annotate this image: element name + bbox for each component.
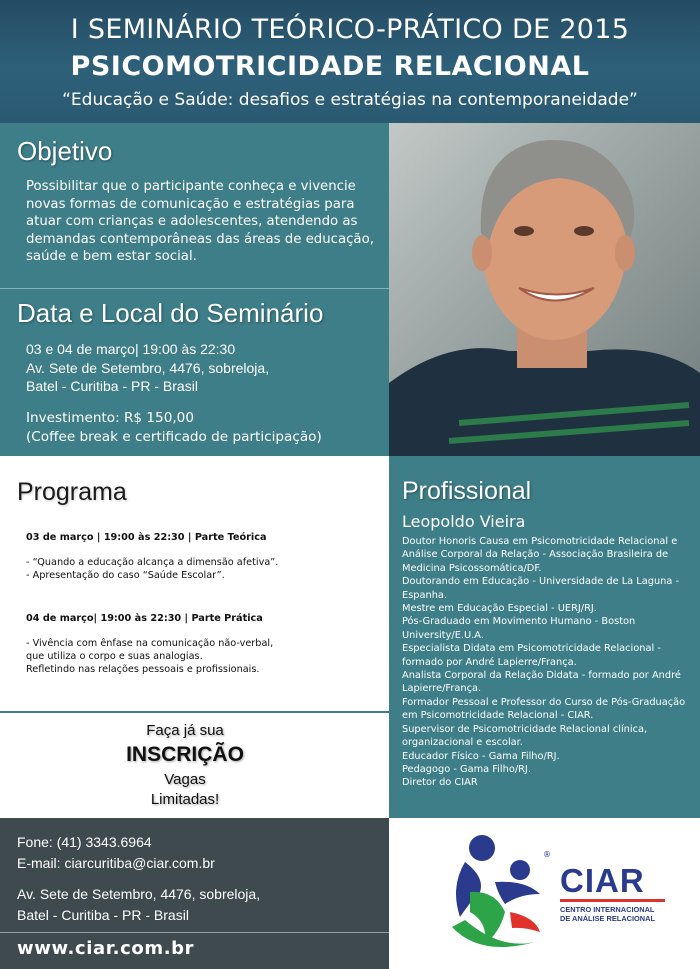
investment-price: Investimento: R$ 150,00 xyxy=(26,410,194,426)
program-heading: Programa xyxy=(17,478,127,506)
contact-address-line: Av. Sete de Setembro, 4476, sobreloja, xyxy=(17,886,261,902)
registration-limited: Limitadas! xyxy=(150,791,220,808)
program-day-title: 03 de março | 19:00 às 22:30 | Parte Teórica xyxy=(26,532,267,543)
registration-call: Faça já sua xyxy=(146,722,224,739)
date-location-heading: Data e Local do Seminário xyxy=(17,298,324,328)
contact-phone[interactable]: Fone: (41) 3343.6964 xyxy=(17,834,152,850)
section-divider xyxy=(0,288,389,289)
address-line: Av. Sete de Setembro, 4476, sobreloja, xyxy=(26,359,270,376)
program-day-title: 04 de março| 19:00 às 22:30 | Parte Prática xyxy=(26,613,263,624)
credential-line: Pedagogo - Gama Filho/RJ. xyxy=(402,763,531,775)
logo-registered-mark: ® xyxy=(543,850,551,859)
objective-line: Possibilitar que o participante conheça e vivencie xyxy=(26,179,356,194)
credential-line: Educador Físico - Gama Filho/RJ. xyxy=(402,750,560,762)
professional-name: Leopoldo Vieira xyxy=(402,512,526,531)
objective-heading: Objetivo xyxy=(17,136,113,166)
registration-vacancies: Vagas xyxy=(164,771,206,788)
seminar-theme: PSICOMOTRICIDADE RELACIONAL xyxy=(70,51,590,82)
program-day-1 xyxy=(26,531,376,582)
investment-text xyxy=(26,409,376,446)
credential-line: Mestre em Educação Especial - UERJ/RJ. xyxy=(402,603,597,615)
objective-line: novas formas de comunicação e estratégias para xyxy=(26,196,355,212)
program-divider xyxy=(0,711,389,713)
objective-line: atuar com crianças e adolescentes, atendendo as xyxy=(26,214,358,229)
website-link[interactable]: www.ciar.com.br xyxy=(17,938,195,959)
objective-panel xyxy=(0,123,389,456)
logo-accent-bar xyxy=(560,899,665,902)
professional-heading: Profissional xyxy=(402,477,532,505)
registration-button[interactable]: INSCRIÇÃO xyxy=(126,743,244,766)
program-item: que utiliza o corpo e suas analogias. xyxy=(26,651,203,662)
speaker-portrait-illustration xyxy=(389,123,700,456)
credential-line: em Psicomotricidade Relacional - CIAR. xyxy=(402,710,594,722)
address-line: Batel - Curitiba - PR - Brasil xyxy=(26,378,198,394)
program-item: - Vivência com ênfase na comunicação não-verbal, xyxy=(26,638,274,649)
credential-line: organizacional e escolar. xyxy=(402,737,523,749)
credential-line: University/E.U.A. xyxy=(402,629,484,641)
program-item: - Apresentação do caso “Saúde Escolar”. xyxy=(26,570,225,581)
logo-subtitle-line: CENTRO INTERNACIONAL xyxy=(560,905,655,914)
credential-line: Pós-Graduado em Movimento Humano - Boston xyxy=(402,616,636,628)
credential-line: Formador Pessoal e Professor do Curso de Pós-Graduação xyxy=(402,696,686,708)
credential-line: Diretor do CIAR xyxy=(402,777,478,789)
contact-address-line: Batel - Curitiba - PR - Brasil xyxy=(17,907,189,923)
credential-line: Doutor Honoris Causa em Psicomotricidade Relacional e xyxy=(402,536,678,547)
investment-note: (Coffee break e certificado de participação) xyxy=(26,428,322,445)
speaker-photo xyxy=(389,123,700,456)
date-location-text xyxy=(26,340,366,396)
date-line: 03 e 04 de março| 19:00 às 22:30 xyxy=(26,341,236,357)
objective-line: saúde e bem estar social. xyxy=(26,249,197,264)
program-item: Refletindo nas relações pessoais e profissionais. xyxy=(26,664,260,675)
credential-line: Doutorando em Educação - Universidade de La Laguna - xyxy=(402,576,680,588)
seminar-title: I SEMINÁRIO TEÓRICO-PRÁTICO DE 2015 xyxy=(70,14,630,45)
credential-line: Medicina Psicossomática/DF. xyxy=(402,562,542,574)
credential-line: Análise Corporal da Relação - Associação Brasileira de xyxy=(402,549,669,561)
objective-text xyxy=(26,178,386,266)
credential-line: Espanha. xyxy=(402,589,448,601)
credential-line: Lapierre/França. xyxy=(402,683,482,695)
seminar-subtitle: “Educação e Saúde: desafios e estratégias na contemporaneidade” xyxy=(62,90,638,110)
credential-line: Especialista Didata em Psicomotricidade Relacional - xyxy=(402,643,661,655)
logo-wordmark: CIAR xyxy=(560,862,645,899)
professional-credentials xyxy=(402,535,694,790)
credential-line: Supervisor de Psicomotricidade Relacional clínica, xyxy=(402,723,648,735)
credential-line: formado por André Lapierre/França. xyxy=(402,656,577,668)
ciar-logo-icon xyxy=(440,832,555,957)
objective-line: demandas contemporâneas das áreas de educação, xyxy=(26,231,374,247)
contact-divider xyxy=(0,932,389,933)
contact-email[interactable]: E-mail: ciarcuritiba@ciar.com.br xyxy=(17,855,215,871)
credential-line: Analista Corporal da Relação Didata - formado por André xyxy=(402,670,681,682)
program-day-2 xyxy=(26,612,376,676)
program-item: - “Quando a educação alcança a dimensão afetiva”. xyxy=(26,557,279,568)
logo-subtitle-line: DE ANÁLISE RELACIONAL xyxy=(560,914,655,923)
